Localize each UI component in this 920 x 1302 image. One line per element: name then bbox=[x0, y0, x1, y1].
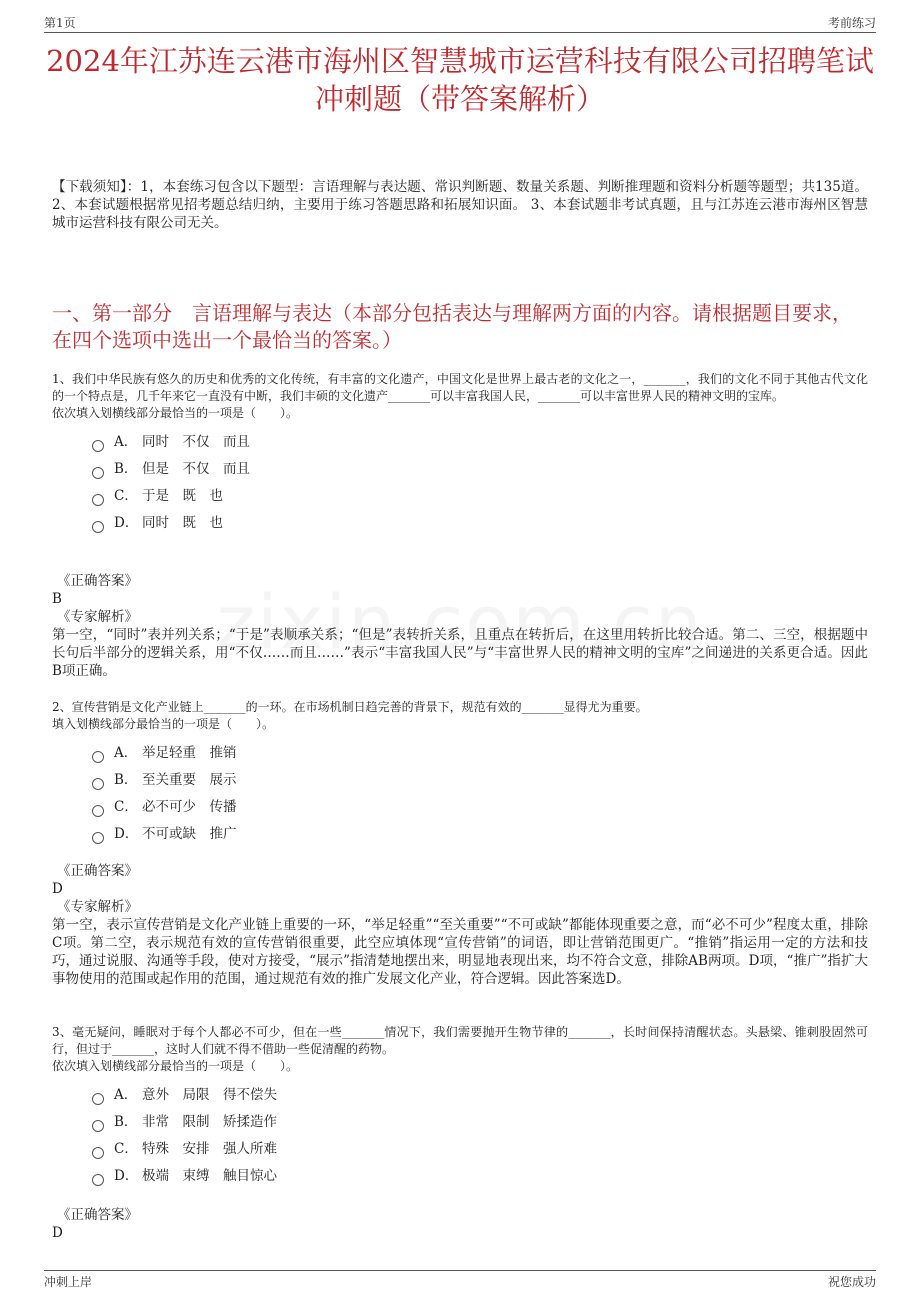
answer-value: D bbox=[52, 1225, 63, 1241]
download-notice: 【下载须知】：1，本套练习包含以下题型：言语理解与表达题、常识判断题、数量关系题、判断推理题和资料分析题等题型；共135道。 2、本套试题根据常见招考题总结归纳，主要用于练习答题思路和拓展知识面。 3、本套试题非考试真题，且与江苏连云港市海州区智慧城市运营科技有限公司无关。 bbox=[52, 179, 868, 231]
radio-button-icon[interactable] bbox=[92, 805, 104, 817]
option-list bbox=[92, 1082, 868, 1190]
document-title: 2024年江苏连云港市海州区智慧城市运营科技有限公司招聘笔试冲刺题（带答案解析） bbox=[46, 44, 874, 116]
option-list bbox=[92, 740, 868, 848]
option-letter: D． bbox=[114, 515, 139, 531]
option-letter: A． bbox=[114, 1087, 138, 1103]
option-c[interactable] bbox=[92, 1136, 868, 1163]
answer-label: 《正确答案》 bbox=[57, 1207, 138, 1223]
option-text: 不可或缺 推广 bbox=[142, 826, 237, 842]
option-text: 同时 既 也 bbox=[142, 515, 223, 531]
question-prompt: 依次填入划横线部分最恰当的一项是（ ）。 bbox=[52, 406, 299, 420]
option-letter: A． bbox=[114, 434, 138, 450]
question-prompt: 依次填入划横线部分最恰当的一项是（ ）。 bbox=[52, 1059, 299, 1073]
page-footer bbox=[44, 1270, 876, 1291]
option-d[interactable] bbox=[92, 821, 868, 848]
question-prompt: 填入划横线部分最恰当的一项是（ ）。 bbox=[52, 717, 275, 731]
page-header bbox=[44, 14, 876, 33]
option-a[interactable] bbox=[92, 429, 868, 456]
option-letter: C． bbox=[114, 488, 138, 504]
option-b[interactable] bbox=[92, 456, 868, 483]
option-letter: B． bbox=[114, 1114, 138, 1130]
radio-button-icon[interactable] bbox=[92, 751, 104, 763]
footer-right: 祝您成功 bbox=[827, 1275, 876, 1289]
question-stem: 2、宣传营销是文化产业链上_______的一环。在市场机制日趋完善的背景下，规范有效的_______显得尤为重要。 bbox=[52, 700, 648, 714]
page-number: 第1页 bbox=[44, 16, 76, 30]
option-d[interactable] bbox=[92, 510, 868, 537]
question-stem: 1、我们中华民族有悠久的历史和优秀的文化传统，有丰富的文化遗产，中国文化是世界上最古老的文化之一，_______，我们的文化不同于其他古代文化的一个特点是，几千年来它一直没有中断，我们丰硕的文化遗产_______可以丰富我国人民，_______可以丰富世界人民的精神文明的宝库。 bbox=[52, 372, 868, 403]
radio-button-icon[interactable] bbox=[92, 440, 104, 452]
option-c[interactable] bbox=[92, 483, 868, 510]
option-text: 举足轻重 推销 bbox=[142, 745, 237, 761]
option-text: 意外 局限 得不偿失 bbox=[142, 1087, 277, 1103]
option-letter: D． bbox=[114, 1168, 139, 1184]
radio-button-icon[interactable] bbox=[92, 778, 104, 790]
radio-button-icon[interactable] bbox=[92, 1174, 104, 1186]
option-text: 于是 既 也 bbox=[142, 488, 223, 504]
option-text: 特殊 安排 强人所难 bbox=[142, 1141, 277, 1157]
section-heading: 一、第一部分 言语理解与表达（本部分包括表达与理解两方面的内容。请根据题目要求，在四个选项中选出一个最恰当的答案。） bbox=[52, 301, 852, 352]
option-letter: C． bbox=[114, 1141, 138, 1157]
option-letter: B． bbox=[114, 772, 138, 788]
answer-block-2 bbox=[52, 862, 868, 988]
explanation-label: 《专家解析》 bbox=[57, 609, 138, 625]
explanation-label: 《专家解析》 bbox=[57, 899, 138, 915]
answer-label: 《正确答案》 bbox=[57, 573, 138, 589]
option-letter: C． bbox=[114, 799, 138, 815]
question-stem: 3、毫无疑问，睡眠对于每个人都必不可少，但在一些_______情况下，我们需要抛开生物节律的_______，长时间保持清醒状态。头悬梁、锥刺股固然可行，但过于_______，这时人们就不得不借助一些促清醒的药物。 bbox=[52, 1025, 868, 1056]
option-c[interactable] bbox=[92, 794, 868, 821]
explanation-text: 第一空，“同时”表并列关系；“于是”表顺承关系；“但是”表转折关系，且重点在转折后，在这里用转折比较合适。第二、三空，根据题中长句后半部分的逻辑关系，用“不仅……而且……”表示“丰富我国人民”与“丰富世界人民的精神文明的宝库”之间递进的关系更合适。因此B项正确。 bbox=[52, 627, 868, 679]
option-letter: D． bbox=[114, 826, 139, 842]
answer-block-1 bbox=[52, 572, 868, 680]
radio-button-icon[interactable] bbox=[92, 1093, 104, 1105]
option-d[interactable] bbox=[92, 1163, 868, 1190]
radio-button-icon[interactable] bbox=[92, 1147, 104, 1159]
option-list bbox=[92, 429, 868, 537]
option-text: 极端 束缚 触目惊心 bbox=[142, 1168, 277, 1184]
question-3 bbox=[52, 1024, 868, 1190]
option-letter: A． bbox=[114, 745, 138, 761]
answer-value: D bbox=[52, 881, 63, 897]
radio-button-icon[interactable] bbox=[92, 467, 104, 479]
option-text: 必不可少 传播 bbox=[142, 799, 237, 815]
option-text: 非常 限制 矫揉造作 bbox=[142, 1114, 277, 1130]
option-text: 但是 不仅 而且 bbox=[142, 461, 250, 477]
question-1 bbox=[52, 371, 868, 537]
radio-button-icon[interactable] bbox=[92, 521, 104, 533]
option-letter: B． bbox=[114, 461, 138, 477]
option-a[interactable] bbox=[92, 740, 868, 767]
option-text: 至关重要 展示 bbox=[142, 772, 237, 788]
answer-block-3 bbox=[52, 1206, 868, 1242]
option-b[interactable] bbox=[92, 767, 868, 794]
option-text: 同时 不仅 而且 bbox=[142, 434, 250, 450]
radio-button-icon[interactable] bbox=[92, 832, 104, 844]
radio-button-icon[interactable] bbox=[92, 1120, 104, 1132]
header-category: 考前练习 bbox=[827, 16, 876, 30]
explanation-text: 第一空，表示宣传营销是文化产业链上重要的一环，“举足轻重”“至关重要”“不可或缺”都能体现重要之意，而“必不可少”程度太重，排除C项。第二空，表示规范有效的宣传营销很重要，此空应填体现“宣传营销”的词语，即让营销范围更广。“推销”指运用一定的方法和技巧，通过说服、沟通等手段，使对方接受，“展示”指清楚地摆出来，明显地表现出来，均不符合文意，排除AB两项。D项，“推广”指扩大事物使用的范围或起作用的范围，通过规范有效的推广发展文化产业，符合逻辑。因此答案选D。 bbox=[52, 917, 868, 987]
question-2 bbox=[52, 699, 868, 848]
answer-value: B bbox=[52, 591, 62, 607]
option-a[interactable] bbox=[92, 1082, 868, 1109]
option-b[interactable] bbox=[92, 1109, 868, 1136]
footer-left: 冲刺上岸 bbox=[44, 1275, 93, 1289]
answer-label: 《正确答案》 bbox=[57, 863, 138, 879]
radio-button-icon[interactable] bbox=[92, 494, 104, 506]
